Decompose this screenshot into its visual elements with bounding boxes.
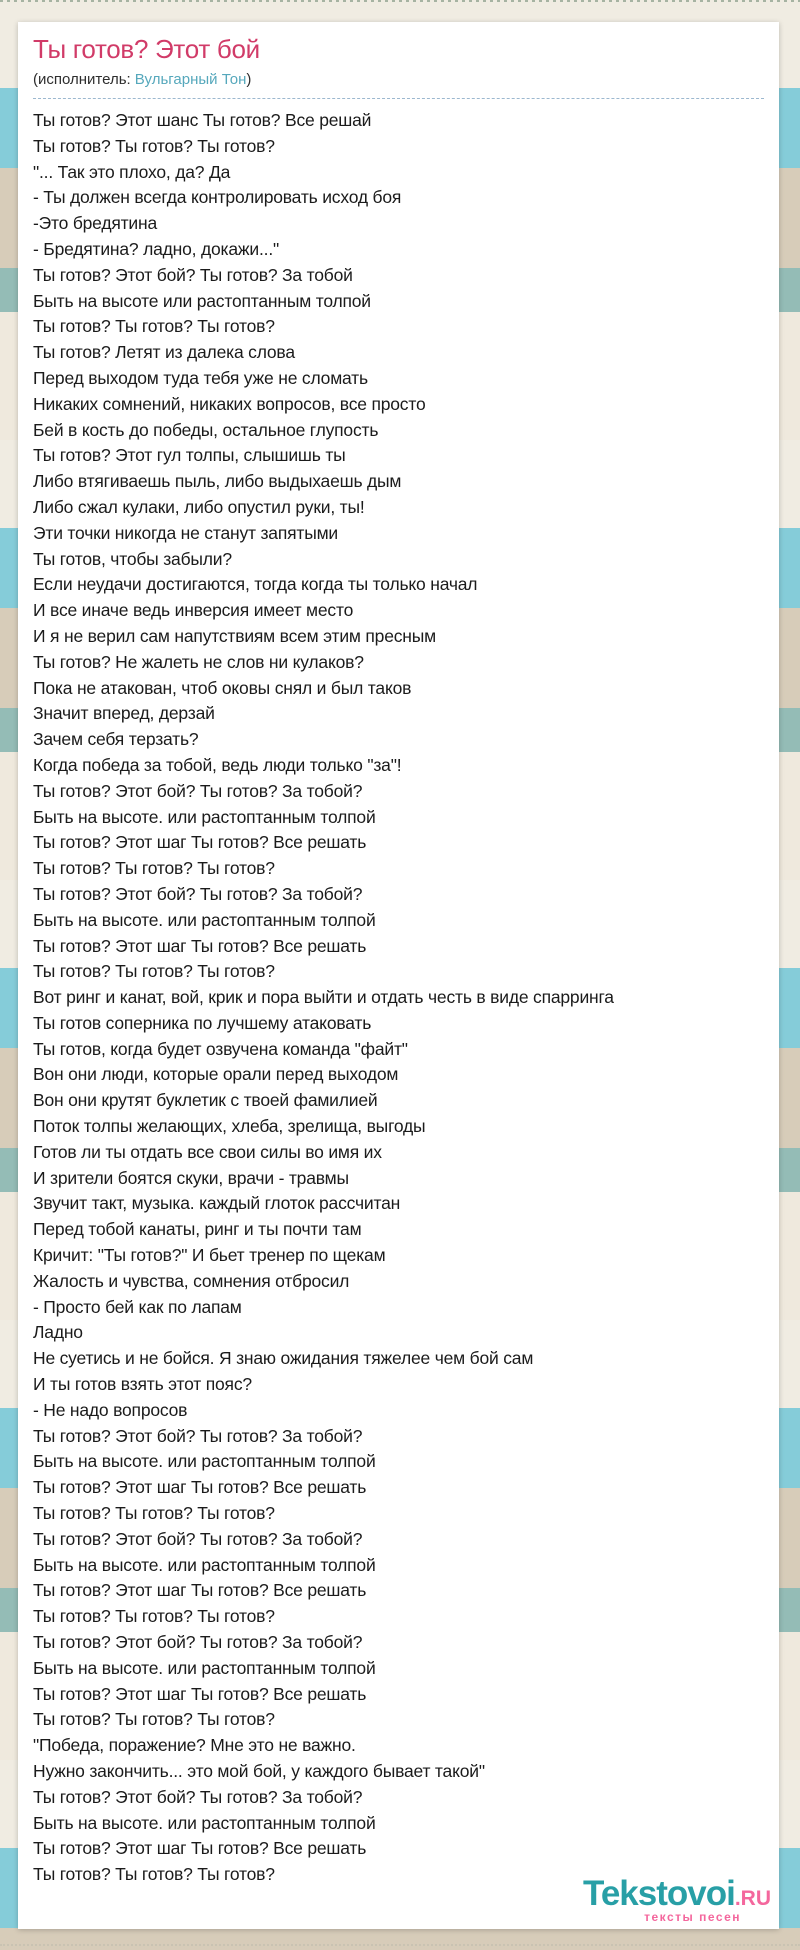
lyric-line: Ты готов, когда будет озвучена команда "файт" <box>33 1038 408 1059</box>
lyric-line: Ты готов? Этот шаг Ты готов? Все решать <box>33 1683 367 1704</box>
lyric-line: И я не верил сам напутствиям всем этим пресным <box>33 625 436 646</box>
lyric-line: Ладно <box>33 1322 83 1343</box>
lyric-line: Ты готов, чтобы забыли? <box>33 548 232 569</box>
lyric-line: Вот ринг и канат, вой, крик и пора выйти и отдать честь в виде спарринга <box>33 987 614 1008</box>
lyric-line: Ты готов? Этот бой? Ты готов? За тобой? <box>33 1528 363 1549</box>
lyric-line: Ты готов? Этот шаг Ты готов? Все решать <box>33 935 367 956</box>
logo-main-text: Tekstovoi <box>583 1874 735 1913</box>
lyric-line: Быть на высоте. или растоптанным толпой <box>33 1451 376 1472</box>
logo-domain-text: .RU <box>734 1887 771 1910</box>
artist-close-paren: ) <box>246 71 252 88</box>
lyric-line: Зачем себя терзать? <box>33 729 199 750</box>
lyric-line: Ты готов? Этот бой? Ты готов? За тобой? <box>33 1786 363 1807</box>
lyric-line: Ты готов? Этот бой? Ты готов? За тобой? <box>33 883 363 904</box>
lyric-line: Ты готов? Ты готов? Ты готов? <box>33 1864 275 1885</box>
lyric-line: Ты готов? Этот шанс Ты готов? Все решай <box>33 110 372 130</box>
lyric-line: Бей в кость до победы, остальное глупость <box>33 419 379 440</box>
lyric-line: Значит вперед, дерзай <box>33 703 215 724</box>
top-dashed-line <box>0 0 800 2</box>
artist-line <box>33 71 764 99</box>
lyric-line: Ты готов? Этот шаг Ты готов? Все решать <box>33 1580 367 1601</box>
lyric-line: Ты готов? Не жалеть не слов ни кулаков? <box>33 651 364 672</box>
lyrics-block <box>33 108 764 1888</box>
lyric-line: Когда победа за тобой, ведь люди только "за"! <box>33 754 402 775</box>
lyric-line: Ты готов? Ты готов? Ты готов? <box>33 1503 275 1524</box>
lyric-line: Быть на высоте. или растоптанным толпой <box>33 1554 376 1575</box>
lyric-line: Не суетись и не бойся. Я знаю ожидания тяжелее чем бой сам <box>33 1348 534 1369</box>
lyric-line: Быть на высоте или растоптанным толпой <box>33 290 371 311</box>
artist-link[interactable]: Вульгарный Тон <box>134 71 247 88</box>
lyric-line: Ты готов соперника по лучшему атаковать <box>33 1012 372 1033</box>
lyric-line: Ты готов? Этот шаг Ты готов? Все решать <box>33 832 367 853</box>
lyric-line: Перед выходом туда тебя уже не сломать <box>33 367 368 388</box>
lyric-line: Ты готов? Летят из далека слова <box>33 342 295 363</box>
lyric-line: - Бредятина? ладно, докажи..." <box>33 238 279 259</box>
lyric-line: Перед тобой канаты, ринг и ты почти там <box>33 1219 362 1240</box>
lyric-line: Ты готов? Ты готов? Ты готов? <box>33 961 275 982</box>
lyric-line: Пока не атакован, чтоб оковы снял и был таков <box>33 677 412 698</box>
lyric-line: И зрители боятся скуки, врачи - травмы <box>33 1167 349 1188</box>
lyric-line: "Победа, поражение? Мне это не важно. <box>33 1735 356 1756</box>
site-logo[interactable] <box>583 1874 771 1926</box>
lyric-line: И все иначе ведь инверсия имеет место <box>33 600 354 621</box>
lyric-line: Поток толпы желающих, хлеба, зрелища, выгоды <box>33 1116 426 1137</box>
lyric-line: Никаких сомнений, никаких вопросов, все просто <box>33 393 426 414</box>
lyric-line: Кричит: "Ты готов?" И бьет тренер по щекам <box>33 1245 386 1266</box>
lyric-line: И ты готов взять этот пояс? <box>33 1374 252 1395</box>
lyric-line: Эти точки никогда не станут запятыми <box>33 522 338 543</box>
lyric-line: Ты готов? Ты готов? Ты готов? <box>33 316 275 337</box>
lyric-line: Быть на высоте. или растоптанным толпой <box>33 1812 376 1833</box>
lyric-line: Готов ли ты отдать все свои силы во имя их <box>33 1141 382 1162</box>
lyric-line: Ты готов? Ты готов? Ты готов? <box>33 858 275 879</box>
lyric-line: Ты готов? Ты готов? Ты готов? <box>33 135 275 156</box>
lyric-line: Вон они крутят буклетик с твоей фамилией <box>33 1090 378 1111</box>
lyric-line: Жалость и чувства, сомнения отбросил <box>33 1270 350 1291</box>
lyric-line: "... Так это плохо, да? Да <box>33 161 231 182</box>
lyric-line: - Просто бей как по лапам <box>33 1296 242 1317</box>
lyric-line: Нужно закончить... это мой бой, у каждого бывает такой" <box>33 1761 485 1781</box>
lyric-line: Ты готов? Этот гул толпы, слышишь ты <box>33 445 346 466</box>
lyric-line: Либо сжал кулаки, либо опустил руки, ты! <box>33 496 365 517</box>
lyric-line: Ты готов? Этот бой? Ты готов? За тобой? <box>33 1632 363 1653</box>
lyric-line: Либо втягиваешь пыль, либо выдыхаешь дым <box>33 471 402 492</box>
lyric-line: Ты готов? Этот бой? Ты готов? За тобой? <box>33 780 363 801</box>
lyric-line: Ты готов? Этот шаг Ты готов? Все решать <box>33 1477 367 1498</box>
lyric-line: Ты готов? Этот бой? Ты готов? За тобой <box>33 264 353 285</box>
lyric-line: Быть на высоте. или растоптанным толпой <box>33 806 376 827</box>
artist-label: (исполнитель: <box>33 71 131 88</box>
lyric-line: Если неудачи достигаются, тогда когда ты только начал <box>33 574 478 595</box>
page-title: Ты готов? Этот бой <box>33 34 260 64</box>
bottom-dotted-line <box>0 1944 800 1946</box>
lyric-line: Ты готов? Этот шаг Ты готов? Все решать <box>33 1838 367 1859</box>
lyric-line: Звучит такт, музыка. каждый глоток рассчитан <box>33 1193 401 1214</box>
lyric-line: - Не надо вопросов <box>33 1399 188 1420</box>
lyric-line: Ты готов? Этот бой? Ты готов? За тобой? <box>33 1425 363 1446</box>
lyric-line: Ты готов? Ты готов? Ты готов? <box>33 1606 275 1627</box>
content-card <box>18 22 779 1929</box>
logo-tagline: тексты песен <box>644 1910 741 1924</box>
lyric-line: Быть на высоте. или растоптанным толпой <box>33 909 376 930</box>
lyric-line: -Это бредятина <box>33 213 157 234</box>
lyric-line: Вон они люди, которые орали перед выходом <box>33 1064 399 1085</box>
card-inner <box>18 22 779 1888</box>
lyric-line: Ты готов? Ты готов? Ты готов? <box>33 1709 275 1730</box>
lyric-line: - Ты должен всегда контролировать исход боя <box>33 187 402 208</box>
lyric-line: Быть на высоте. или растоптанным толпой <box>33 1657 376 1678</box>
